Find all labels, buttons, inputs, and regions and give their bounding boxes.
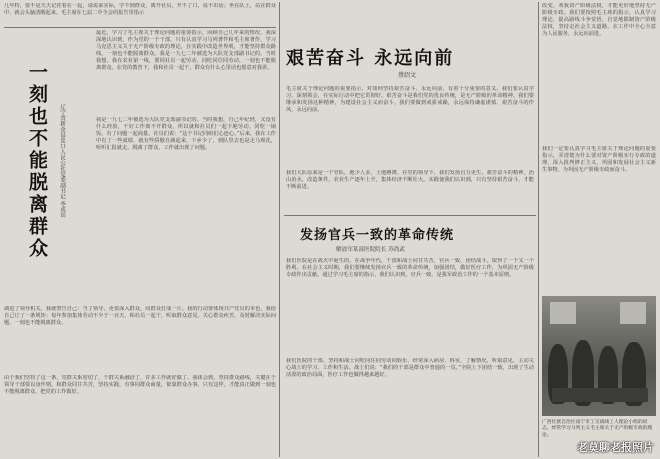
second-headline: 发扬官兵一致的革命传统	[300, 228, 455, 243]
photo-window	[620, 302, 646, 324]
main-byline: 蔡绍文	[398, 72, 417, 79]
main-headline: 艰苦奋斗 永远向前	[286, 48, 455, 69]
main-body-1: 毛主席关于理论问题的重要指示，对如何坚持艰苦奋斗、永远向前，有着十分重要的意义。我们要认真学习，深刻领会，在实际行动中把它贯彻好。艰苦奋斗是我们党的优良传统，是无产阶级的革命精神。我们要继承和发扬这种精神，为建设社会主义而奋斗。我们要做到戒骄戒躁，永远保持谦虚谨慎、艰苦奋斗的作风，永远向前。	[286, 86, 534, 113]
second-body-2: 我们医院的干部，坚持和战士同吃同住同劳动同娱乐，经常深入病房、科室，了解情况，听取意见，主动关心战士的学习、工作和生活。战士们说：“我们的干部是群众中普通的一员。”全院上下团结一致，出现了生动活泼的政治局面，医疗工作也做得越来越好。	[286, 358, 534, 378]
photo-caption: 广西壮族自治区南宁市工交战线工人理论小组的同志，经常学习马列主义毛主席关于无产阶级专政的理论。	[542, 420, 653, 438]
photo-table	[552, 388, 648, 402]
left-article-byline: 辽宁省新金县皮口人民公社党委副书记 李成田	[59, 104, 65, 218]
photo-window	[550, 302, 576, 324]
left-body-2: 我是一九七二年被选为大队党支部副书记的。当时我想，自己年纪轻，又没有什么经验，干好工作离不开群众，所以就和社员们一起下地劳动，同吃一锅饭，有了问题一起商量。社员们说：“这个书记同咱们心连心。”后来，我在工作中有了一些成绩，就有些骄傲自满起来，下乡少了，到队里去也是走马观花，听听汇报就走。脱离了群众，工作就出现了问题。	[96, 117, 276, 151]
right-body-2: 我们一定要认真学习毛主席关于理论问题的重要指示，弄清楚为什么要对资产阶级实行专政的道理，深入批判修正主义，巩固和发展社会主义新生事物，为巩固无产阶级专政而奋斗。	[542, 146, 656, 173]
main-body-2: 我们大队原来是一个穷队，地少人多，土地瘠薄。在党的领导下，我们发扬自力更生、艰苦奋斗的精神，治山治水，改造条件，农业生产逐年上升，集体经济不断壮大。实践使我们认识到，只有坚持艰苦奋斗，才能不断前进。	[286, 170, 534, 190]
right-column-divider	[538, 2, 539, 457]
left-intro-text: 几年特，要不是天天记挂着在一起，请说来实际，学不到群众，离开社员，开不了口，说不出话；坐在队上，站在群众中，就会头脑清醒起来。毛主席在七届二中全会的报告里指示	[4, 3, 276, 16]
second-body-1: 我们医院是在战火中诞生的，在战争年代，干部和战士同甘共苦，官兵一致，团结战斗，取得了一个又一个胜利。在社会主义时期，我们要继续发扬官兵一致的革命传统，加强团结，做好医疗工作，为巩固无产阶级专政作出贡献。通过学习毛主席的指示，我们认识到，官兵一致，是我军政治工作的一个基本原则。	[286, 258, 534, 278]
left-column-divider	[279, 2, 280, 457]
right-body-1: 改变。欢我资产阶级法权，才能更好地坚持无产阶级专政。我们要按照毛主席的指示，认真学习理论，提高路线斗争觉悟，自觉地限制资产阶级法权，坚持走社会主义道路，在工作中全心全意为人民服务，永远向前进。	[542, 3, 656, 37]
second-byline: 解放军某部医院院长 苏尚武	[336, 247, 405, 253]
main-bottom-rule	[284, 215, 536, 216]
news-photo	[542, 296, 656, 416]
left-top-rule	[4, 27, 276, 28]
left-body-3: 调进了领导机关，我就警告自己：当了领导，更要深入群众，同群众打成一片。我的行动要体现共产党员的本色，我给自己订了一条规矩：每年参加集体劳动不少于一百天，和社员一起干，听取群众意见，关心群众疾苦，及时解决实际问题。一刻也不能脱离群众。	[4, 306, 276, 326]
watermark: 老莫聊老报照片	[577, 441, 654, 454]
left-body-1: 最近，学习了毛主席关于理论问题的重要指示，回顾自己几年来的情况，我深深地认识到，作为党的一个干部，只有认真学习马列著作和毛主席著作，学习马克思主义关于无产阶级专政的理论，在实践中改造世界观，才能坚持群众路线，一刻也不能脱离群众。我是一九七二年被选为大队党支部副书记的。当时我想，我在农业第一线，要同社员一起劳动，同吃同住同劳动，一刻也不能脱离群众。在党的教育下，我和社员一起干，群众有什么心里话也愿意对我讲。	[96, 30, 276, 71]
left-article-title: 一刻也不能脱离群众	[26, 62, 48, 260]
left-body-4: 由于我们坚持了这一条，党群关系密切了，干群关系融洽了，许多工作就好做了。我体会到，坚持群众路线，关键在于领导干部要以身作则，和群众同甘共苦，坚持实践，有事同群众商量，依靠群众办事，只有这样，才能真正做到一刻也不能脱离群众，把党的工作做好。	[4, 375, 276, 395]
